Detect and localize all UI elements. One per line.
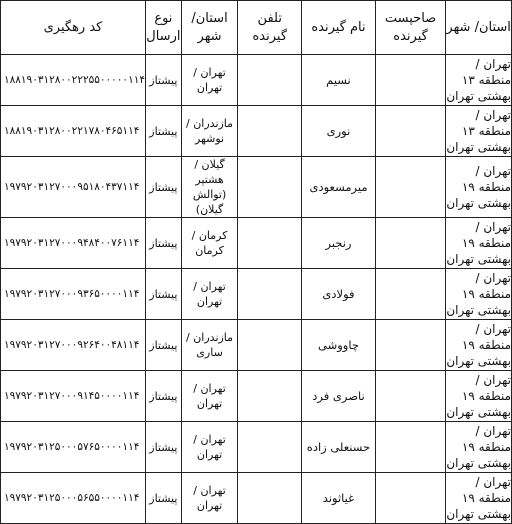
province-city: گیلان / هشتپر (توالش گیلان) <box>181 157 238 218</box>
recipient-name: نسیم <box>302 55 376 106</box>
recipient-phone <box>238 55 302 106</box>
tracking-code: ۱۸۸۱۹۰۳۱۲۸۰۰۲۲۲۵۵۰۰۰۰۰۱۱۴ <box>1 55 146 106</box>
recipient-owner <box>375 157 446 218</box>
address-cell <box>446 55 512 106</box>
table-row <box>1 320 512 371</box>
recipient-name: فولادی <box>302 269 376 320</box>
header-send-type: نوع ارسال <box>146 1 182 55</box>
address-line-3: بهشتی تهران <box>446 140 511 154</box>
recipient-phone <box>238 218 302 269</box>
recipient-owner <box>375 320 446 371</box>
address-line-2: منطقه ۱۹ <box>461 440 511 454</box>
address-line-2: منطقه ۱۹ <box>461 180 511 194</box>
header-recipient-owner: صاحپست گیرنده <box>375 1 446 55</box>
header-tracking: کد رهگیری <box>1 1 146 55</box>
recipient-owner <box>375 422 446 473</box>
address-line-1: تهران / <box>475 57 511 71</box>
table-row <box>1 157 512 218</box>
header-recipient-phone: تلفن گیرنده <box>238 1 302 55</box>
recipient-phone <box>238 320 302 371</box>
province-city: مازندران / ساری <box>181 320 238 371</box>
address-cell <box>446 320 512 371</box>
address-line-2: منطقه ۱۹ <box>461 491 511 505</box>
send-type: پیشتاز <box>146 473 182 524</box>
address-line-3: بهشتی تهران <box>446 303 511 317</box>
tracking-code: ۱۹۷۹۲۰۳۱۲۷۰۰۰۹۵۱۸۰۴۳۷۱۱۴ <box>1 157 146 218</box>
recipient-owner <box>375 269 446 320</box>
send-type: پیشتاز <box>146 320 182 371</box>
send-type: پیشتاز <box>146 157 182 218</box>
province-city: تهران / تهران <box>181 269 238 320</box>
recipient-name: نوری <box>302 106 376 157</box>
address-cell <box>446 473 512 524</box>
recipient-name: چاووشی <box>302 320 376 371</box>
province-city: تهران / تهران <box>181 473 238 524</box>
recipient-owner <box>375 371 446 422</box>
address-line-3: بهشتی تهران <box>446 252 511 266</box>
address-line-3: بهشتی تهران <box>446 354 511 368</box>
send-type: پیشتاز <box>146 55 182 106</box>
header-province-city: استان/ شهر <box>181 1 238 55</box>
tracking-code: ۱۹۷۹۲۰۳۱۲۵۰۰۰۵۷۶۵۰۰۰۰۱۱۴ <box>1 422 146 473</box>
address-line-3: بهشتی تهران <box>446 456 511 470</box>
address-line-2: منطقه ۱۹ <box>461 236 511 250</box>
address-line-2: منطقه ۱۳ <box>461 73 511 87</box>
tracking-code: ۱۹۷۹۲۰۳۱۲۷۰۰۰۹۳۶۵۰۰۰۰۱۱۴ <box>1 269 146 320</box>
province-city: تهران / تهران <box>181 422 238 473</box>
table-row <box>1 269 512 320</box>
table-row <box>1 371 512 422</box>
address-line-1: تهران / <box>475 424 511 438</box>
send-type: پیشتاز <box>146 371 182 422</box>
recipient-phone <box>238 371 302 422</box>
address-cell <box>446 157 512 218</box>
send-type: پیشتاز <box>146 422 182 473</box>
recipient-name: میرمسعودی <box>302 157 376 218</box>
province-city: کرمان / کرمان <box>181 218 238 269</box>
address-line-3: بهشتی تهران <box>446 507 511 521</box>
recipient-owner <box>375 473 446 524</box>
recipient-name: ناصری فرد <box>302 371 376 422</box>
table-row <box>1 218 512 269</box>
province-city: مازندران / نوشهر <box>181 106 238 157</box>
recipient-name: رنجبر <box>302 218 376 269</box>
address-line-2: منطقه ۱۹ <box>461 338 511 352</box>
recipient-phone <box>238 269 302 320</box>
address-line-2: منطقه ۱۹ <box>461 287 511 301</box>
send-type: پیشتاز <box>146 106 182 157</box>
address-line-1: تهران / <box>475 322 511 336</box>
recipient-phone <box>238 473 302 524</box>
recipient-name: حسنعلی زاده <box>302 422 376 473</box>
province-city: تهران / تهران <box>181 371 238 422</box>
address-cell <box>446 106 512 157</box>
address-cell <box>446 371 512 422</box>
province-city: تهران / تهران <box>181 55 238 106</box>
recipient-phone <box>238 157 302 218</box>
header-recipient-name: نام گیرنده <box>302 1 376 55</box>
tracking-code: ۱۹۷۹۲۰۳۱۲۵۰۰۰۵۶۵۵۰۰۰۰۱۱۴ <box>1 473 146 524</box>
address-line-1: تهران / <box>475 164 511 178</box>
tracking-code: ۱۸۸۱۹۰۳۱۲۸۰۰۲۲۱۷۸۰۴۶۵۱۱۴ <box>1 106 146 157</box>
tracking-code: ۱۹۷۹۲۰۳۱۲۷۰۰۰۹۴۸۴۰۰۷۶۱۱۴ <box>1 218 146 269</box>
tracking-code: ۱۹۷۹۲۰۳۱۲۷۰۰۰۹۲۶۴۰۰۴۸۱۱۴ <box>1 320 146 371</box>
header-row <box>1 1 512 55</box>
address-line-2: منطقه ۱۳ <box>461 124 511 138</box>
recipient-owner <box>375 218 446 269</box>
table-row <box>1 422 512 473</box>
table-row <box>1 55 512 106</box>
address-line-2: منطقه ۱۹ <box>461 389 511 403</box>
address-line-3: بهشتی تهران <box>446 405 511 419</box>
recipient-phone <box>238 422 302 473</box>
address-cell <box>446 422 512 473</box>
recipient-name: غیاثوند <box>302 473 376 524</box>
send-type: پیشتاز <box>146 269 182 320</box>
table-row <box>1 106 512 157</box>
address-line-1: تهران / <box>475 475 511 489</box>
address-cell <box>446 218 512 269</box>
address-line-3: بهشتی تهران <box>446 196 511 210</box>
recipient-owner <box>375 106 446 157</box>
header-address-province-city: استان/ شهر <box>446 1 512 55</box>
address-line-3: بهشتی تهران <box>446 89 511 103</box>
recipient-owner <box>375 55 446 106</box>
address-line-1: تهران / <box>475 271 511 285</box>
table-row <box>1 473 512 524</box>
address-cell <box>446 269 512 320</box>
address-line-1: تهران / <box>475 373 511 387</box>
tracking-code: ۱۹۷۹۲۰۳۱۲۷۰۰۰۹۱۴۵۰۰۰۰۱۱۴ <box>1 371 146 422</box>
recipient-phone <box>238 106 302 157</box>
address-line-1: تهران / <box>475 108 511 122</box>
address-line-1: تهران / <box>475 220 511 234</box>
send-type: پیشتاز <box>146 218 182 269</box>
